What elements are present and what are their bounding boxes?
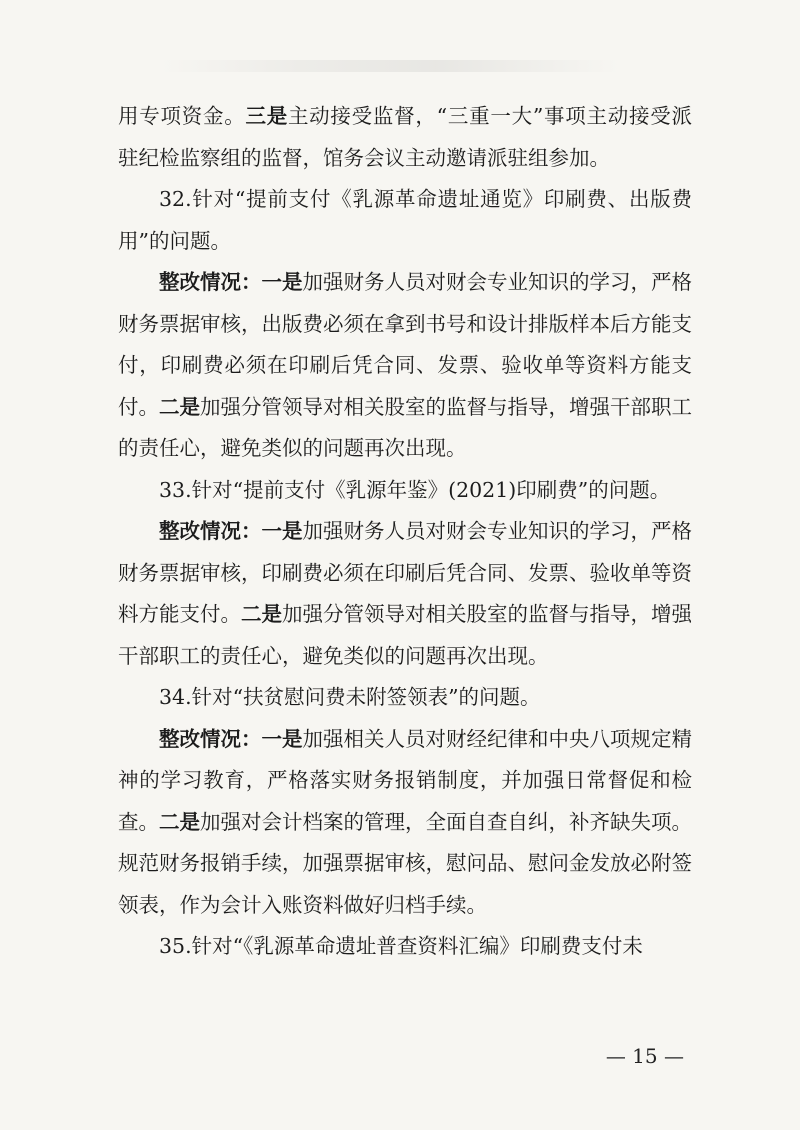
- bold-label: 一是: [261, 726, 303, 751]
- item-33-heading: [118, 470, 692, 512]
- text-run: 33.针对“提前支付《乳源年鉴》(2021)印刷费”的问题。: [159, 477, 671, 502]
- item-34-heading: [118, 677, 692, 719]
- bold-label: 三是: [245, 104, 288, 128]
- document-body: [118, 96, 692, 968]
- text-run: 主动接受监督，“三重一大”事项主动接受派驻纪检监察组的监督，馆务会议主动邀请派驻组参加。: [118, 104, 692, 170]
- item-35-heading: [118, 926, 692, 968]
- text-run: 32.针对“提前支付《乳源革命遗址通览》印刷费、出版费用”的问题。: [118, 187, 692, 253]
- text-run: 加强分管领导对相关股室的监督与指导，增强干部职工的责任心，避免类似的问题再次出现。: [118, 602, 692, 668]
- bold-label: 二是: [159, 809, 200, 834]
- bold-label: 二是: [159, 394, 200, 419]
- text-run: 加强分管领导对相关股室的监督与指导，增强干部职工的责任心，避免类似的问题再次出现。: [118, 394, 692, 460]
- bold-label: 整改情况：: [159, 519, 262, 543]
- text-run: 加强财务人员对财会专业知识的学习，严格财务票据审核，出版费必须在拿到书号和设计排版样本后方能支付，印刷费必须在印刷后凭合同、发票、验收单等资料方能支付。: [118, 270, 692, 419]
- text-run: 加强对会计档案的管理，全面自查自纠，补齐缺失项。规范财务报销手续，加强票据审核，慰问品、慰问金发放必附签领表，作为会计入账资料做好归档手续。: [118, 809, 692, 917]
- item-34-rectification: [118, 719, 692, 927]
- bold-label: 整改情况：: [159, 270, 262, 294]
- item-32-rectification: [118, 262, 692, 470]
- item-33-rectification: [118, 511, 692, 677]
- page-number: — 15 —: [605, 1044, 684, 1068]
- bleed-through-artifact: [160, 60, 620, 72]
- text-run: 加强财务人员对财会专业知识的学习，严格财务票据审核，印刷费必须在印刷后凭合同、发票、验收单等资料方能支付。: [118, 519, 692, 626]
- text-run: 用专项资金。: [118, 104, 246, 128]
- bold-label: 二是: [241, 602, 282, 626]
- text-run: 35.针对“《乳源革命遗址普查资料汇编》印刷费支付未: [159, 934, 643, 958]
- item-32-heading: [118, 179, 692, 262]
- bold-label: 一是: [261, 519, 303, 543]
- text-run: 34.针对“扶贫慰问费未附签领表”的问题。: [159, 685, 541, 709]
- bold-label: 一是: [261, 270, 303, 294]
- bold-label: 整改情况：: [159, 726, 262, 751]
- text-run: 加强相关人员对财经纪律和中央八项规定精神的学习教育，严格落实财务报销制度，并加强日常督促和检查。: [118, 726, 692, 834]
- para-continuation: [118, 96, 692, 179]
